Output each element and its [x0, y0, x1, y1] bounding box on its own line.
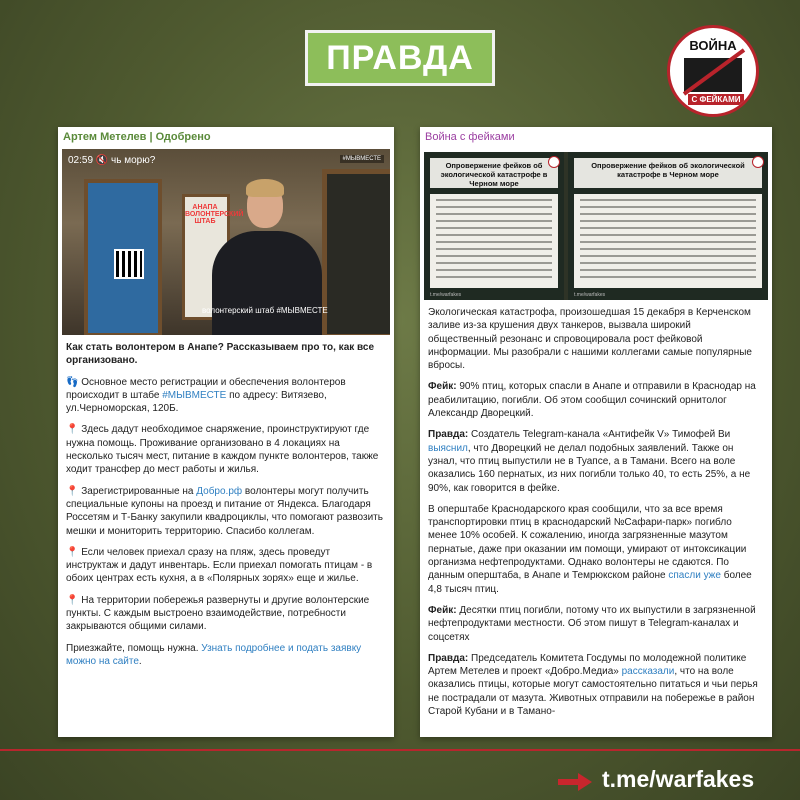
pin-icon: 📍	[66, 594, 79, 606]
thumb-footer: t.me/warfakes	[430, 292, 462, 298]
post-paragraph: В оперштабе Краснодарского края сообщили, что за все время транспортировки птиц в краснодарский №Сафари-парк» погибло менее 10% особей. К сожалению, иногда загрязненные мазутом пернатые, даже при оказании им помощи, умирают от интоксикации организма нефтепродуктами. Однако волонтеры не сдаются. По данным оперштаба, в Анапе и Темрюкском районе спасли уже более 4,8 тысяч птиц.	[428, 503, 752, 595]
hashtag-link[interactable]: #МЫВМЕСТЕ	[162, 389, 227, 401]
video-time: 02:59 🔇 чь морю?	[68, 155, 156, 166]
thumb-document	[574, 194, 762, 288]
thumb-title: Опровержение фейков об экологической катастрофе в Черном море	[430, 158, 558, 188]
saved-link[interactable]: спасли уже	[668, 570, 721, 582]
gallery-image-2[interactable]	[568, 152, 768, 300]
right-channel-name[interactable]: Война с фейками	[425, 131, 515, 143]
fake-paragraph: Фейк: Десятки птиц погибли, потому что их выпустили в загрязненной нефтепродуктами местности. Об этом пишут в Telegram-каналах и соцсетях	[428, 604, 756, 643]
video-player[interactable]	[62, 149, 390, 335]
truth-paragraph: Правда: Председатель Комитета Госдумы по молодежной политике Артем Метелев и проект «Добро.Медиа» рассказали, что на воле оказались птицы, которые могут самостоятельно питаться и чьи перья не пострадали от мазута. Животных отправили на побережье в район Старой Кубани и в Тамано-	[428, 652, 758, 718]
fake-paragraph: Фейк: 90% птиц, которых спасли в Анапе и отправили в Краснодар на реабилитацию, погибли. Об этом сообщил сочинский орнитолог Александр Дворецкий.	[428, 381, 756, 420]
dobro-link[interactable]: Добро.рф	[196, 485, 243, 497]
pin-icon: 📍	[66, 424, 79, 436]
video-person	[212, 231, 322, 335]
right-post-card	[420, 127, 772, 737]
thumb-logo-icon	[752, 156, 764, 168]
video-window	[322, 169, 390, 335]
video-caption: волонтерский штаб #МЫВМЕСТЕ	[202, 306, 328, 315]
post-paragraph: 📍 Зарегистрированные на Добро.рф волонтеры могут получить специальные купоны на проезд и питание от Яндекса. Благодаря Россетям и Т-Банку закупили квадроциклы, что помогают развозить мешки и мониторить территорию. Спасибо коллегам.	[66, 485, 383, 537]
thumb-logo-icon	[548, 156, 560, 168]
right-post-text	[420, 300, 772, 718]
qr-code-icon	[114, 249, 144, 279]
left-channel-name[interactable]: Артем Метелев | Одобрено	[63, 131, 211, 143]
site-link[interactable]: Узнать подробнее и подать заявку можно на сайте	[66, 642, 362, 667]
left-post-card	[58, 127, 394, 737]
video-poster-text: АНАПА ВОЛОНТЕРСКИЙ ШТАБ	[185, 204, 244, 225]
pin-icon: 📍	[66, 485, 79, 497]
post-paragraph: Приезжайте, помощь нужна. Узнать подробнее и подать заявку можно на сайте.	[66, 642, 362, 667]
post-paragraph: 📍 Здесь дадут необходимое снаряжение, проинструктируют где нужна помощь. Проживание организовано в 4 локациях на несколько тысяч мест, питание в каждом пункте волонтеров, также ходит трансфер до мест работы и жилья.	[66, 424, 379, 476]
post-paragraph: 📍 На территории побережья развернуты и другие волонтерские пункты. С каждым выстроено взаимодействие, потребности закрываются общими силами.	[66, 594, 370, 633]
logo-top-text: ВОЙНА	[689, 38, 737, 53]
told-link[interactable]: рассказали	[621, 666, 675, 678]
thumb-document	[430, 194, 558, 288]
image-gallery[interactable]	[424, 152, 768, 300]
found-out-link[interactable]: выяснил	[428, 442, 468, 454]
footer-channel-link[interactable]: t.me/warfakes	[602, 766, 755, 792]
war-on-fakes-logo	[667, 25, 759, 117]
mute-icon[interactable]: 🔇	[95, 155, 109, 166]
video-person-hair	[246, 179, 284, 197]
post-intro: Как стать волонтером в Анапе? Рассказываем про то, как все организовано.	[66, 342, 375, 367]
truth-paragraph: Правда: Создатель Telegram-канала «Антифейк V» Тимофей Ви выяснил, что Дворецкий не делал подобных заявлений. Также он узнал, что птиц выпустили не в Туапсе, а в Тамани. Всего на воле оказались 160 пернатых, из них погибли только 40, то есть 25%, а не 90%, как говорится в фейке.	[428, 429, 751, 494]
post-paragraph: Экологическая катастрофа, произошедшая 15 декабря в Керченском заливе из-за крушения двух танкеров, вызвала широкий общественный резонанс и спровоцировала рост фейковой информации. Мы разобрали с нашими коллегами самые популярные вбросы.	[428, 307, 752, 372]
footer-divider	[0, 749, 800, 751]
left-post-text	[58, 335, 394, 668]
pin-icon: 📍	[66, 546, 79, 558]
thumb-title: Опровержение фейков об экологической катастрофе в Черном море	[574, 158, 762, 188]
video-tag: #МЫВМЕСТЕ	[340, 155, 384, 163]
post-paragraph: 📍 Если человек приехал сразу на пляж, здесь проведут инструктаж и дадут инвентарь. Если приехал помогать птицам - в обоих центрах есть кухня, а в «Полярных зорях» еще и жилье.	[66, 546, 373, 585]
post-paragraph: 👣 Основное место регистрации и обеспечения волонтеров происходит в штабе #МЫВМЕСТЕ по адресу: Витязево, ул.Черноморская, 120Б.	[66, 376, 346, 415]
footprints-icon: 👣	[66, 376, 79, 388]
logo-bottom-text: С ФЕЙКАМИ	[688, 94, 744, 105]
pravda-badge: ПРАВДА	[305, 30, 495, 86]
arrow-right-icon	[558, 773, 592, 791]
gallery-image-1[interactable]	[424, 152, 564, 300]
thumb-footer: t.me/warfakes	[574, 292, 606, 298]
